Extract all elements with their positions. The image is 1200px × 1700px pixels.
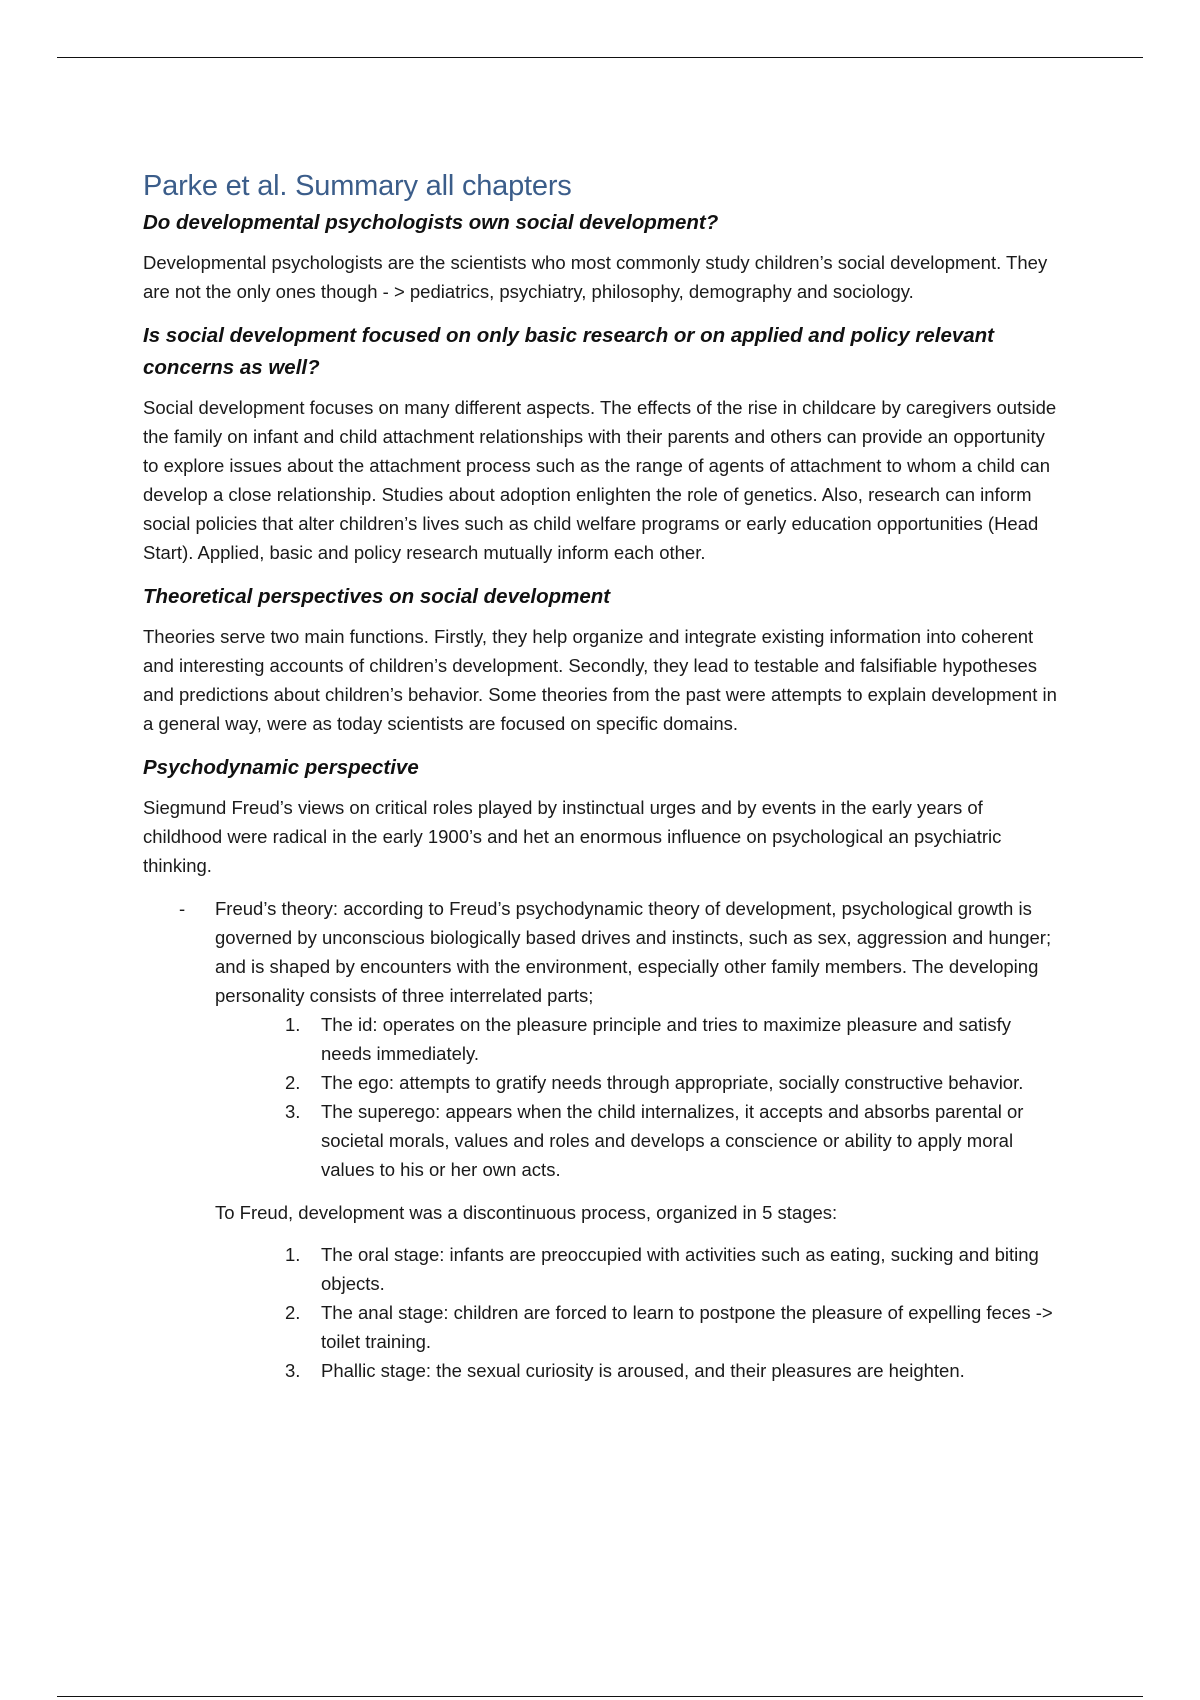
page-title: Parke et al. Summary all chapters: [143, 170, 572, 202]
list-item: [285, 1298, 1063, 1356]
list-number: 2.: [285, 1072, 301, 1093]
list-item: [285, 1097, 1063, 1184]
bullet-text: Freud’s theory: according to Freud’s psychodynamic theory of development, psychological growth is governed by unconscious biologically based drives and instincts, such as sex, aggression and hunger; and is shaped by encounters with the environment, especially other family members. The developing personality consists of three interrelated parts;: [215, 898, 1052, 1006]
document-body: [143, 167, 1063, 1385]
list-item: [285, 1356, 1063, 1385]
section-paragraph: Social development focuses on many different aspects. The effects of the rise in childcare by caregivers outside the family on infant and child attachment relationships with their parents and others can provide an opportunity to explore issues about the attachment process such as the range of agents of attachment to whom a child can develop a close relationship. Studies about adoption enlighten the role of genetics. Also, research can inform social policies that alter children’s lives such as child welfare programs or early education opportunities (Head Start). Applied, basic and policy research mutually inform each other.: [143, 397, 1057, 563]
list-number: 2.: [285, 1302, 301, 1323]
list-text: The anal stage: children are forced to learn to postpone the pleasure of expelling feces -> toilet training.: [321, 1302, 1053, 1352]
list-number: 3.: [285, 1101, 301, 1122]
list-text: The oral stage: infants are preoccupied with activities such as eating, sucking and biting objects.: [321, 1244, 1039, 1294]
list-number: 3.: [285, 1360, 301, 1381]
list-text: The id: operates on the pleasure principle and tries to maximize pleasure and satisfy needs immediately.: [321, 1014, 1012, 1064]
list-number: 1.: [285, 1014, 301, 1035]
section-heading: Is social development focused on only basic research or on applied and policy relevant concerns as well?: [143, 324, 995, 379]
list-text: Phallic stage: the sexual curiosity is aroused, and their pleasures are heighten.: [321, 1360, 965, 1381]
section-heading: Theoretical perspectives on social development: [143, 585, 611, 608]
section-heading: Psychodynamic perspective: [143, 756, 419, 779]
list-number: 1.: [285, 1244, 301, 1265]
list-text: The ego: attempts to gratify needs through appropriate, socially constructive behavior.: [321, 1072, 1024, 1093]
personality-parts-list: [285, 1010, 1063, 1184]
list-text: The superego: appears when the child internalizes, it accepts and absorbs parental or societal morals, values and roles and develops a conscience or ability to apply moral values to his or her own acts.: [321, 1101, 1024, 1180]
section-paragraph: Developmental psychologists are the scientists who most commonly study children’s social development. They are not the only ones though - > pediatrics, psychiatry, philosophy, demography and sociology.: [143, 252, 1048, 302]
section-paragraph: Theories serve two main functions. Firstly, they help organize and integrate existing information into coherent and interesting accounts of children’s development. Secondly, they lead to testable and falsifiable hypotheses and predictions about children’s behavior. Some theories from the past were attempts to explain development in a general way, were as today scientists are focused on specific domains.: [143, 626, 1057, 734]
stages-list: [285, 1240, 1063, 1385]
section-paragraph: Siegmund Freud’s views on critical roles played by instinctual urges and by events in the early years of childhood were radical in the early 1900’s and het an enormous influence on psychological an psychiatric thinking.: [143, 797, 1002, 876]
section-heading: Do developmental psychologists own social development?: [143, 211, 719, 234]
bullet-marker: -: [179, 898, 186, 919]
bullet-item: [179, 894, 1063, 1184]
list-item: [285, 1068, 1063, 1097]
bottom-rule: [57, 1696, 1143, 1697]
top-rule: [57, 57, 1143, 58]
list-item: [285, 1240, 1063, 1298]
stages-intro: To Freud, development was a discontinuous process, organized in 5 stages:: [215, 1202, 838, 1223]
list-item: [285, 1010, 1063, 1068]
